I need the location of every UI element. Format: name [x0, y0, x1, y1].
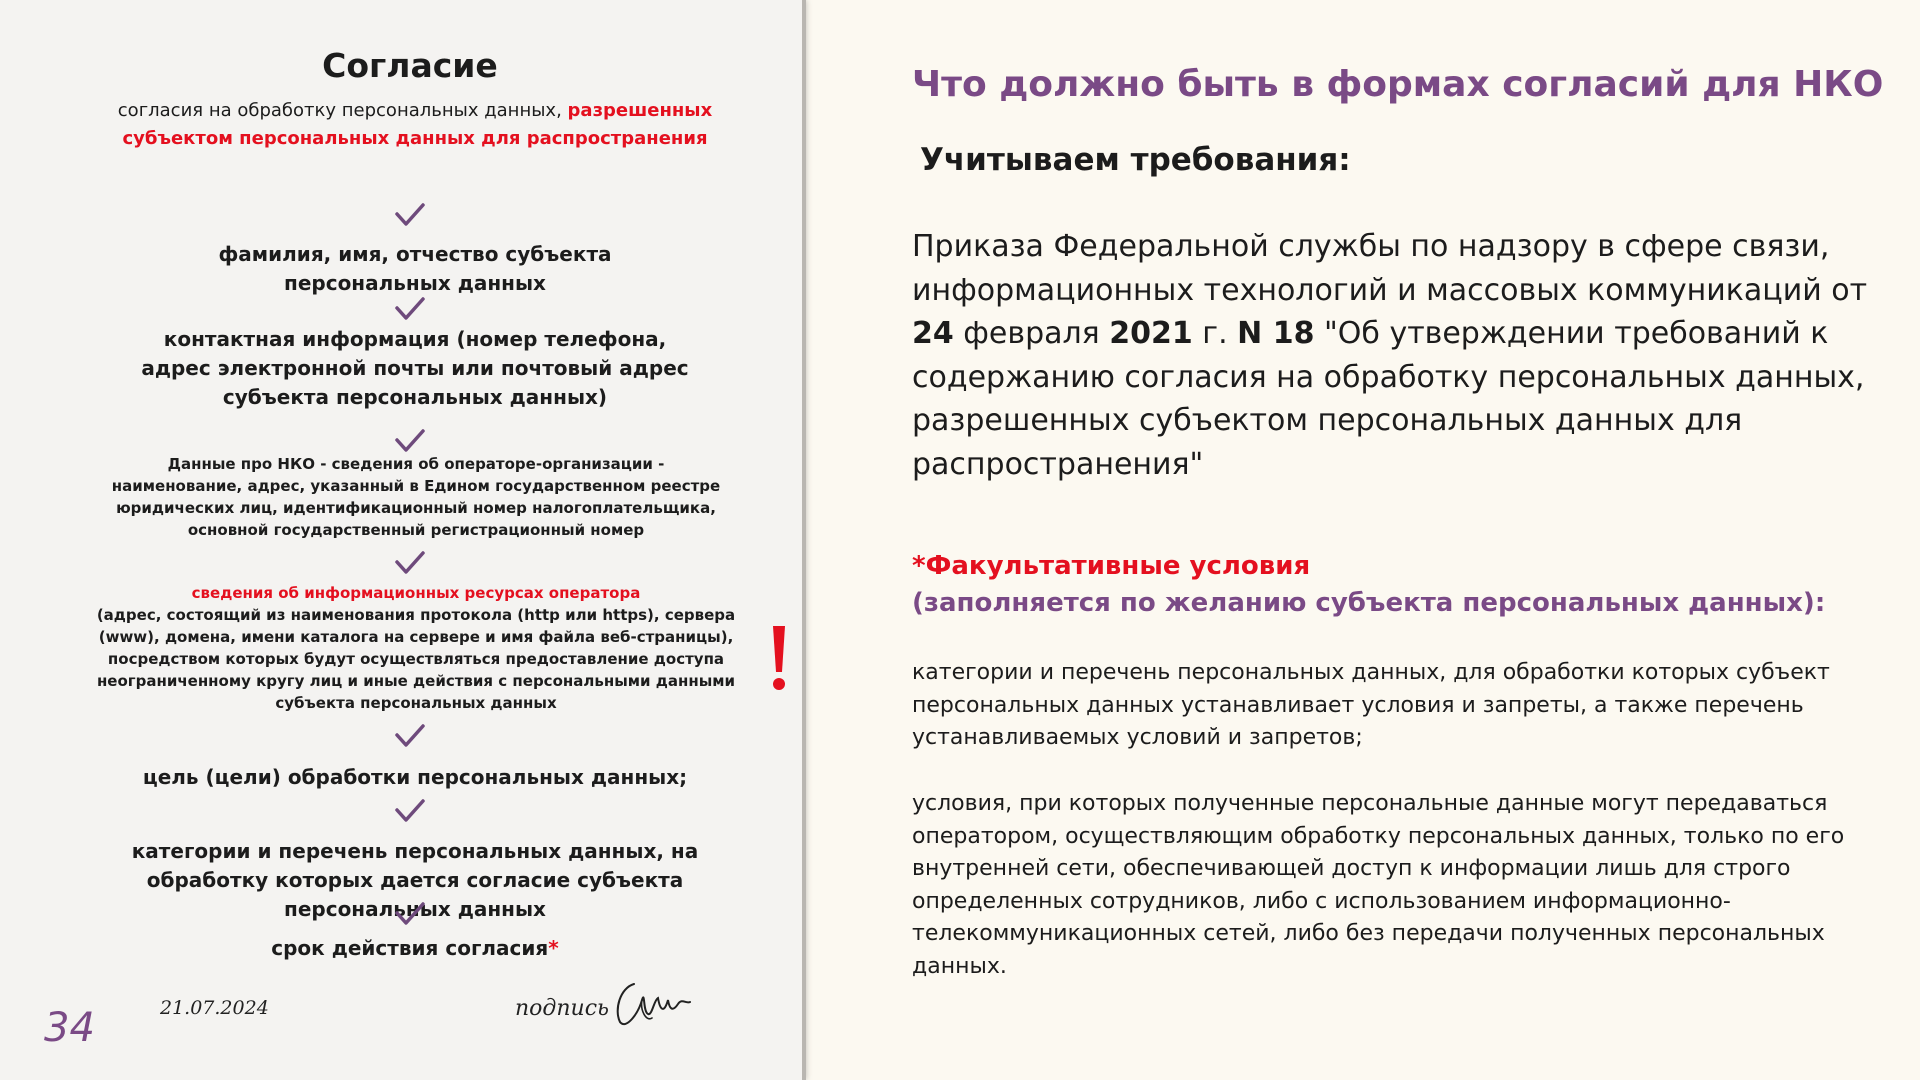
signature-icon — [612, 970, 692, 1032]
item-contacts: контактная информация (номер телефона, адрес электронной почты или почтовый адрес субъекта персональных данных) — [141, 327, 689, 409]
order-number: N 18 — [1237, 316, 1315, 351]
item-purpose: цель (цели) обработки персональных данных; — [142, 765, 688, 789]
exclamation-icon — [764, 620, 794, 700]
order-text-part: февраля — [953, 316, 1110, 351]
order-text-part: Приказа Федеральной службы по надзору в сфере связи, информационных технологий и массовых коммуникаций от — [912, 229, 1868, 308]
optional-note: (заполняется по желанию субъекта персональных данных): — [912, 588, 1826, 618]
optional-heading: *Факультативные условия — [912, 551, 1311, 581]
page-number: 34 — [44, 1005, 95, 1051]
checkmark-icon — [395, 203, 425, 227]
optional-paragraph-1: категории и перечень персональных данных, для обработки которых субъект персональных данных устанавливает условия и запреты, а также перечень устанавливаемых условий и запретов; — [912, 660, 1830, 750]
slide-title: Что должно быть в формах согласий для НКО — [912, 64, 1884, 105]
item-consent-term — [200, 934, 630, 962]
item-nko-data: Данные про НКО - сведения об операторе-организации - наименование, адрес, указанный в Едином государственном реестре юридических лиц, идентификационный номер налогоплательщика, основной государственный регистрационный номер — [111, 455, 721, 539]
optional-paragraph-2: условия, при которых полученные персональные данные могут передаваться оператором, осуществляющим обработку персональных данных, только по его внутренней сети, обеспечивающей доступ к информации лишь для строго определенных сотрудников, либо с использованием информационно-телекоммуникационных сетей, либо без передачи полученных персональных данных. — [912, 791, 1845, 979]
order-text-part: г. — [1192, 316, 1238, 351]
signature-label: подпись — [515, 996, 609, 1021]
checkmark-icon — [395, 297, 425, 321]
form-title: Согласие — [322, 46, 498, 85]
item-info-resources-text: (адрес, состоящий из наименования протокола (http или https), сервера (www), домена, имени каталога на сервере и имя файла веб-страницы), посредством которых будут осуществляться предоставление доступа неограниченному кругу лиц и иные действия с персональными данными субъекта персональных данных — [96, 606, 736, 712]
checkmark-icon — [395, 551, 425, 575]
asterisk-mark: * — [548, 936, 559, 960]
order-reference — [912, 225, 1912, 486]
item-data-categories: категории и перечень персональных данных, на обработку которых дается согласие субъекта персональных данных — [131, 839, 699, 921]
requirements-heading: Учитываем требования: — [920, 142, 1351, 178]
item-consent-term-label: срок действия согласия — [271, 936, 549, 960]
form-subtitle-plain: согласия на обработку персональных данных, — [117, 100, 568, 121]
optional-conditions — [912, 548, 1892, 622]
consent-date: 21.07.2024 — [160, 997, 269, 1019]
item-full-name: фамилия, имя, отчество субъекта персональных данных — [218, 242, 612, 295]
item-info-resources-heading: сведения об информационных ресурсах оператора — [191, 584, 641, 602]
form-subtitle-red: разрешенных субъектом персональных данных для распространения — [122, 100, 713, 149]
page-edge — [802, 0, 806, 1080]
order-text-part: "Об утверждении требований к содержанию согласия на обработку персональных данных, разрешенных субъектом персональных данных для распространения" — [912, 316, 1865, 482]
order-day: 24 — [912, 316, 954, 351]
checkmark-icon — [395, 724, 425, 748]
checkmark-icon — [395, 429, 425, 453]
checkmark-icon — [395, 902, 425, 926]
order-year: 2021 — [1109, 316, 1193, 351]
item-info-resources — [90, 582, 742, 714]
form-subtitle — [100, 97, 730, 153]
checkmark-icon — [395, 799, 425, 823]
